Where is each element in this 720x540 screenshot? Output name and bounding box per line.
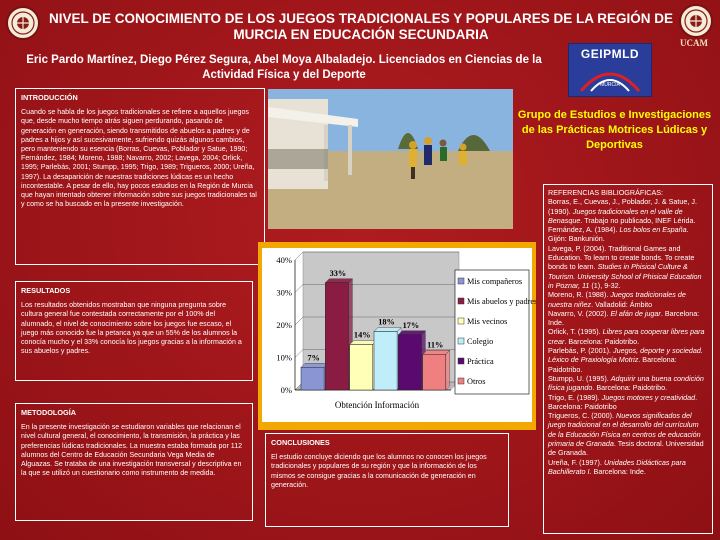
legend-label: Práctica: [467, 357, 494, 366]
y-tick-label: 10%: [276, 352, 292, 363]
reference-item: Stumpp, U. (1995). Adquirir una buena condición física jugando. Barcelona: Paidotribo.: [548, 373, 704, 393]
reference-item: Navarro, V. (2002). El afán de jugar. Barcelona: Inde.: [548, 308, 700, 328]
metodologia-heading: METODOLOGÍA: [21, 408, 76, 417]
conclusiones-heading: CONCLUSIONES: [271, 438, 330, 447]
legend-swatch: [458, 278, 464, 284]
legend-label: Mis vecinos: [467, 317, 508, 326]
bar-value-label: 14%: [353, 330, 371, 340]
poster-title: NIVEL DE CONOCIMIENTO DE LOS JUEGOS TRADICIONALES Y POPULARES DE LA REGIÓN DE MURCIA EN EDUCACIÓN SECUNDARIA: [48, 11, 674, 42]
reference-item: Parlebás, P. (2001). Juegos, deporte y sociedad. Léxico de Praxiología Motriz. Barcelona: Paidotribo.: [548, 346, 703, 374]
referencias-heading: REFERENCIAS BIBLIOGRÁFICAS:: [548, 188, 664, 197]
reference-item: Trigo, E. (1989). Juegos motores y creatividad. Barcelona: Paidotribo: [548, 392, 698, 411]
bar-value-label: 17%: [402, 320, 420, 330]
university-seal-right: [679, 4, 713, 38]
logo-subtitle: MURCIA: [600, 82, 620, 88]
bar-side: [446, 350, 450, 390]
bar: [301, 367, 324, 390]
seal-caption: UCAM: [680, 38, 708, 48]
university-seal-left: [6, 6, 40, 40]
referencias-list: [548, 197, 708, 476]
reference-item: Borras, E., Cuevas, J., Poblador, J. & Satue, J. (1990). Juegos tradicionales en el valle de Benasque. Trabajo no publicado, INEF Lérida.: [548, 197, 698, 225]
bar: [374, 332, 397, 391]
resultados-text: Los resultados obtenidos mostraban que ninguna pregunta sobre cultura general fue contestada correctamente por el 100% del alumnado, el nivel de conocimiento sobre los juegos fue escaso, el juego más conocido fue la petanca ya que un 55% de los alumnos la conocía mucho y el 33% conocía los juegos gracias a la información a sus abuelos y padres.: [21, 301, 242, 356]
reference-item: Lavega, P. (2004). Traditional Games and Education. To learn to create bonds. To create bonds to learn. Studies in Phisical Culture & Tourism. University School of Phisical Education in Poznar, 11 (1), 9-32.: [548, 243, 702, 290]
bar-chart: [258, 242, 536, 430]
research-group-name: Grupo de Estudios e Investigaciones de las Prácticas Motrices Lúdicas y Deportivas: [517, 109, 712, 151]
conclusiones-text: El estudio concluye diciendo que los alumnos no conocen los juegos tradicionales y populares de su región y que la información de los mismos se consigue gracias a la comunicación de generación en generación.: [271, 453, 487, 489]
bar-value-label: 11%: [427, 340, 444, 350]
bar: [350, 345, 373, 391]
seal-emblem-icon: [8, 8, 38, 38]
legend-label: Otros: [467, 377, 486, 386]
metodologia-box: [15, 403, 253, 521]
legend-swatch: [458, 358, 464, 364]
resultados-heading: RESULTADOS: [21, 286, 71, 295]
reference-item: Moreno, R. (1988). Juegos tradicionales de nuestra niñez. Valladolid: Ámbito: [548, 290, 686, 309]
metodologia-text: En la presente investigación se estudiaron variables que relacionan el nivel cultural general, el conocimiento, la transmisión, la práctica y las preferencias lúdicas tradicionales. La muestra estaba formada por 112 alumnos del Centro de Educación Secundaria Vega Media de Alguazas. Se trataba de una investigación transversal y descriptiva en la que se utilizó un cuestionario como instrumento de medida.: [21, 423, 243, 478]
legend-label: Mis abuelos y padres: [467, 297, 536, 306]
legend-swatch: [458, 318, 464, 324]
bar: [325, 283, 348, 390]
playground-photo: [268, 89, 513, 229]
bar: [423, 354, 446, 390]
group-logo: [568, 43, 652, 97]
bar-top: [350, 341, 377, 345]
bar: [398, 335, 421, 390]
bar-top: [374, 328, 401, 332]
bar-value-label: 7%: [307, 353, 320, 363]
photo-illustration: [268, 89, 513, 229]
y-tick-label: 40%: [276, 255, 292, 265]
chart-legend: [455, 270, 529, 394]
conclusiones-box: [265, 433, 509, 527]
resultados-box: [15, 281, 253, 381]
bar-value-label: 18%: [378, 317, 395, 327]
legend-label: Colegio: [467, 337, 494, 346]
reference-item: Fernández, A. (1984). Los bolos en España. Gijón: Bankunión.: [548, 225, 689, 244]
y-tick-label: 0%: [280, 385, 292, 395]
y-tick-label: 20%: [276, 320, 292, 330]
bar-top: [423, 350, 450, 354]
legend-label: Mis compañeros: [467, 277, 523, 286]
x-axis-label: Obtención Información: [334, 400, 420, 410]
chart-frame: [258, 242, 536, 430]
referencias-box: [543, 184, 713, 534]
legend-swatch: [458, 338, 464, 344]
logo-name: GEIPMLD: [580, 47, 640, 61]
authors-line: Eric Pardo Martínez, Diego Pérez Segura, Abel Moya Albaladejo. Licenciados en Ciencias de la Actividad Física y del Deporte: [26, 54, 542, 81]
introduccion-heading: INTRODUCCIÓN: [21, 93, 78, 102]
y-tick-label: 30%: [276, 287, 292, 298]
legend-swatch: [458, 298, 464, 304]
bar-top: [398, 331, 425, 335]
bar-top: [325, 279, 352, 283]
seal-emblem-icon: [681, 6, 711, 36]
bar-top: [301, 363, 328, 367]
reference-item: Ureña, F. (1997). Unidades Didácticas para Bachillerato I. Barcelona: Inde.: [548, 457, 686, 476]
introduccion-text: Cuando se habla de los juegos tradicionales se refiere a aquellos juegos que, desde mucho tiempo atrás siguen perdurando, pasando de generación en generación, siendo transmitidos de abuelos a padres y de padres a hijos y así sucesivamente, sufriendo quizás algunos cambios, pero manteniendo su esencia (Borras, Cuevas, Poblador y Satue, 1990; Fernández, 1984; Moreno, 1988; Navarro, 2002; Lavega, 2004; Orlick, 1995; Parlebás, 2001; Stumpp, 1995; Trigo, 1989; Trigueros, 2000; Ureña, 1997). La desaparición de nuestras tradiciones lúdicas es un hecho incontestable. A pesar de ello, hay pocos estudios en la Región de Murcia que hayan intentado obtener información sobre sus juegos tradicionales tal y como se ha buscado en la presente investigación.: [21, 108, 257, 209]
legend-swatch: [458, 378, 464, 384]
reference-item: Orlick, T. (1995). Libres para cooperar libres para crear. Barcelona: Paidotribo.: [548, 327, 705, 346]
reference-item: Trigueros, C. (2000). Nuevos significados del juego tradicional en el desarrollo del currículum de la Educación Física en centros de educación primaria de Granada. Tesis doctoral. Universidad de Granada.: [548, 411, 704, 458]
bar-value-label: 33%: [329, 268, 347, 278]
introduccion-box: [15, 88, 265, 265]
logo-arch-icon: [577, 61, 643, 93]
